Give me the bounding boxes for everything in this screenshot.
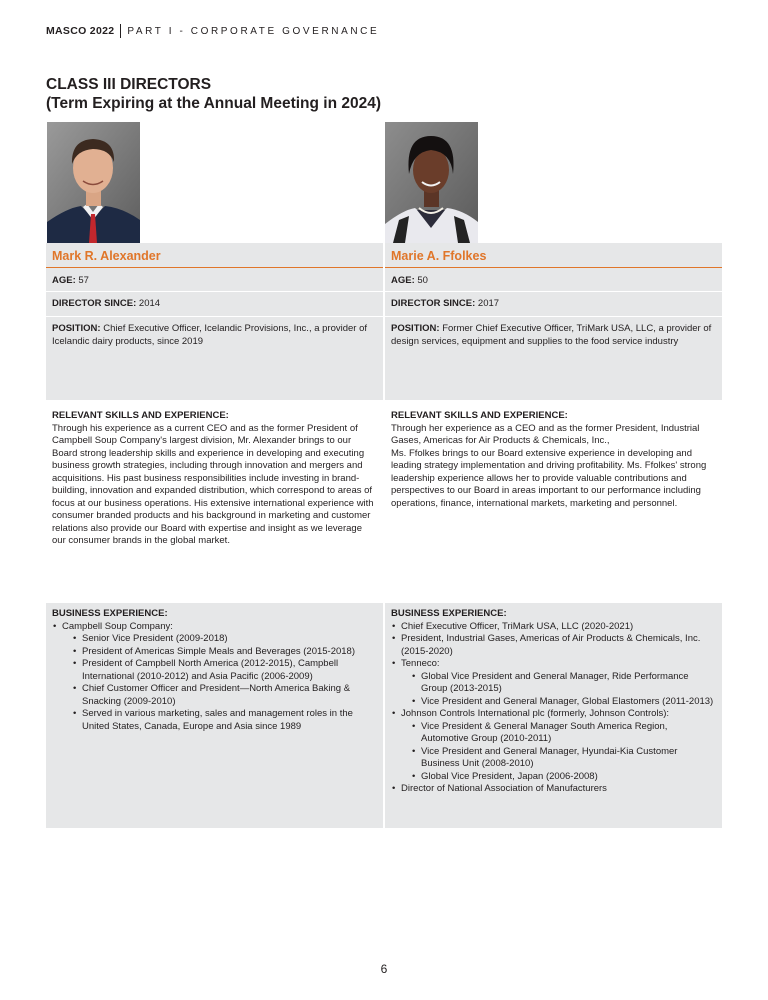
business-experience-label: BUSINESS EXPERIENCE: bbox=[52, 608, 168, 619]
business-experience-list bbox=[391, 621, 716, 796]
position-row bbox=[385, 317, 722, 400]
director-name-alexander: Mark R. Alexander bbox=[46, 243, 383, 268]
position-value: Former Chief Executive Officer, TriMark USA, LLC, a provider of design services, equipment and supplies to the food service industry bbox=[391, 323, 712, 347]
age-label: AGE: bbox=[52, 275, 76, 286]
director-photo-alexander bbox=[47, 122, 140, 243]
list-item: • Vice President and General Manager, Hyundai-Kia Customer Business Unit (2008-2010) bbox=[411, 746, 716, 771]
skills-text-2: Ms. Ffolkes brings to our Board extensive experience in developing and leading strategy implementation and driving profitability. Ms. Ffolkes' strong leadership experience allows her to provide valuable contributions and perspectives to our Board in areas important to our performance including operations, finance, international markets, marketing and personnel. bbox=[391, 447, 707, 509]
list-item: • Chief Customer Officer and President—North America Baking & Snacking (2009-2010) bbox=[72, 683, 377, 708]
skills-text-1: Through her experience as a CEO and as the former President, Industrial Gases, Americas for Air Products & Chemicals, Inc., bbox=[391, 422, 700, 446]
list-item: • Served in various marketing, sales and management roles in the United States, Canada, Europe and Asia since 1989 bbox=[72, 708, 377, 733]
list-item: • Tenneco: • Global Vice President and General Manager, Ride Performance Group (2013-2015) • Vice President and General Manager, Global Elastomers (2011-2013) bbox=[391, 658, 716, 708]
age-value: 57 bbox=[78, 275, 89, 286]
list-item: • Global Vice President, Japan (2006-2008) bbox=[411, 771, 716, 784]
director-since-label: DIRECTOR SINCE: bbox=[391, 298, 476, 309]
director-since-label: DIRECTOR SINCE: bbox=[52, 298, 137, 309]
skills-label: RELEVANT SKILLS AND EXPERIENCE: bbox=[391, 410, 568, 421]
header-section: PART I - CORPORATE GOVERNANCE bbox=[127, 25, 380, 37]
director-since-row bbox=[385, 292, 722, 317]
age-row bbox=[46, 268, 383, 292]
director-photo-ffolkes bbox=[385, 122, 478, 243]
list-item: • President, Industrial Gases, Americas of Air Products & Chemicals, Inc. (2015-2020) bbox=[391, 633, 716, 658]
page-header bbox=[46, 24, 379, 38]
business-experience-list bbox=[52, 621, 377, 734]
position-label: POSITION: bbox=[52, 323, 101, 334]
list-item: • Vice President and General Manager, Global Elastomers (2011-2013) bbox=[411, 696, 716, 709]
age-row bbox=[385, 268, 722, 292]
age-label: AGE: bbox=[391, 275, 415, 286]
section-title-line1: CLASS III DIRECTORS bbox=[46, 76, 212, 93]
skills-section bbox=[385, 405, 722, 510]
header-brand: MASCO 2022 bbox=[46, 24, 115, 37]
director-since-value: 2014 bbox=[138, 298, 161, 309]
position-row bbox=[46, 317, 383, 400]
header-divider bbox=[120, 24, 121, 38]
director-since-row bbox=[46, 292, 383, 317]
list-item: • Vice President & General Manager South America Region, Automotive Group (2010-2011) bbox=[411, 721, 716, 746]
business-experience-section bbox=[385, 603, 722, 828]
list-item: • Chief Executive Officer, TriMark USA, LLC (2020-2021) bbox=[391, 621, 716, 634]
business-experience-label: BUSINESS EXPERIENCE: bbox=[391, 608, 507, 619]
section-title-line2: (Term Expiring at the Annual Meeting in 2024) bbox=[46, 95, 382, 112]
list-item: • Director of National Association of Manufacturers bbox=[391, 783, 716, 796]
age-value: 50 bbox=[417, 275, 428, 286]
director-name-ffolkes: Marie A. Ffolkes bbox=[385, 243, 722, 268]
list-item: • Johnson Controls International plc (formerly, Johnson Controls): • Vice President & General Manager South America Region, Automotive Group (2010-2011) • Vice President and General Manager, Hyundai-Kia Customer Business Unit (2008-2010) • Global Vice President, Japan (2006-2008) bbox=[391, 708, 716, 783]
director-since-value: 2017 bbox=[477, 298, 500, 309]
section-title bbox=[46, 75, 381, 113]
skills-text: Through his experience as a current CEO and as the former President of Campbell Soup Company's largest division, Mr. Alexander brings to our Board strong leadership skills and experience in developing and executing business growth strategies, including through innovation and mergers and acquisitions. His past business responsibilities include investing in brand-building, innovation and expanded distribution, which correspond to areas of focus at our business operations. His extensive international experience with consumer branded products and his background in marketing and customer relations also provide our Board with expertise and insight as we leverage our consumer brands in the global market. bbox=[52, 422, 374, 546]
position-value: Chief Executive Officer, Icelandic Provisions, Inc., a provider of Icelandic dairy products, since 2019 bbox=[52, 323, 368, 347]
list-item: • President of Campbell North America (2012-2015), Campbell International (2010-2012) and Asia Pacific (2006-2009) bbox=[72, 658, 377, 683]
list-item: • Campbell Soup Company: • Senior Vice President (2009-2018) • President of Americas Simple Meals and Beverages (2015-2018) • President of Campbell North America (2012-2015), Campbell International (2010-2012) and Asia Pacific (2006-2009) • Chief Customer Officer and President—North America Baking & Snacking (2009-2010) • Served in various marketing, sales and management roles in the United States, Canada, Europe and Asia since 1989 bbox=[52, 621, 377, 734]
skills-section bbox=[46, 405, 383, 548]
list-item: • Global Vice President and General Manager, Ride Performance Group (2013-2015) bbox=[411, 671, 716, 696]
business-experience-section bbox=[46, 603, 383, 828]
list-item: • President of Americas Simple Meals and Beverages (2015-2018) bbox=[72, 646, 377, 659]
skills-label: RELEVANT SKILLS AND EXPERIENCE: bbox=[52, 410, 229, 421]
page-number: 6 bbox=[380, 962, 388, 976]
position-label: POSITION: bbox=[391, 323, 440, 334]
list-item: • Senior Vice President (2009-2018) bbox=[72, 633, 377, 646]
